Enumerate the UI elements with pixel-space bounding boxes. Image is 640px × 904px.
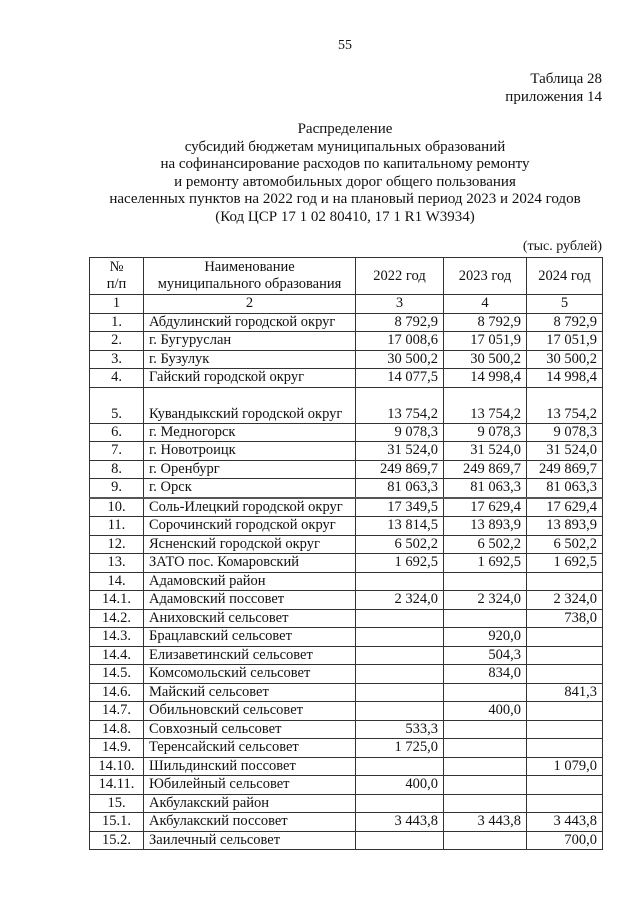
document-title (80, 121, 610, 227)
table-row (90, 517, 603, 536)
value-2024: 1 692,5 (527, 554, 603, 573)
title-line: субсидий бюджетам муниципальных образований (184, 138, 506, 155)
header-2022: 2022 год (356, 258, 444, 295)
column-number: 5 (527, 295, 603, 314)
value-2022: 31 524,0 (356, 442, 444, 461)
row-name: Соль-Илецкий городской округ (144, 498, 356, 517)
value-2023: 834,0 (444, 665, 527, 684)
value-2022: 13 814,5 (356, 517, 444, 536)
row-name: Акбулакский поссовет (144, 813, 356, 832)
header-name: Наименование муниципального образования (144, 258, 356, 295)
table-header-row (90, 258, 603, 295)
value-2022: 13 754,2 (356, 387, 444, 423)
value-2022 (356, 646, 444, 665)
column-number: 1 (90, 295, 144, 314)
value-2024: 6 502,2 (527, 535, 603, 554)
table-row (90, 683, 603, 702)
header-2023: 2023 год (444, 258, 527, 295)
value-2024: 738,0 (527, 609, 603, 628)
value-2022: 17 349,5 (356, 498, 444, 517)
value-2022 (356, 665, 444, 684)
value-2024: 3 443,8 (527, 813, 603, 832)
row-number: 14.5. (90, 665, 144, 684)
value-2022 (356, 794, 444, 813)
row-name: Аниховский сельсовет (144, 609, 356, 628)
value-2024 (527, 628, 603, 647)
value-2023 (444, 572, 527, 591)
value-2023: 920,0 (444, 628, 527, 647)
row-number: 14.9. (90, 739, 144, 758)
column-number: 4 (444, 295, 527, 314)
table-row (90, 442, 603, 461)
value-2024: 9 078,3 (527, 423, 603, 442)
value-2023: 13 893,9 (444, 517, 527, 536)
row-number: 14.6. (90, 683, 144, 702)
value-2023: 81 063,3 (444, 479, 527, 498)
row-name: Ясненский городской округ (144, 535, 356, 554)
row-name: г. Бугуруслан (144, 332, 356, 351)
value-2024 (527, 794, 603, 813)
value-2023: 14 998,4 (444, 369, 527, 388)
row-name: Майский сельсовет (144, 683, 356, 702)
row-name: г. Бузулук (144, 350, 356, 369)
value-2022: 249 869,7 (356, 460, 444, 479)
value-2024 (527, 665, 603, 684)
table-row (90, 479, 603, 498)
value-2024: 841,3 (527, 683, 603, 702)
value-2022: 14 077,5 (356, 369, 444, 388)
table-row (90, 794, 603, 813)
table-row (90, 572, 603, 591)
value-2023 (444, 776, 527, 795)
value-2022 (356, 683, 444, 702)
table-row (90, 665, 603, 684)
row-number: 14.8. (90, 720, 144, 739)
units-label: (тыс. рублей) (522, 239, 602, 254)
value-2022 (356, 572, 444, 591)
table-row (90, 776, 603, 795)
value-2022: 9 078,3 (356, 423, 444, 442)
page-number: 55 (338, 38, 352, 53)
row-name: г. Оренбург (144, 460, 356, 479)
row-number: 14.3. (90, 628, 144, 647)
value-2022 (356, 628, 444, 647)
value-2024 (527, 776, 603, 795)
row-name: Совхозный сельсовет (144, 720, 356, 739)
header-2024: 2024 год (527, 258, 603, 295)
value-2024: 30 500,2 (527, 350, 603, 369)
value-2022: 1 692,5 (356, 554, 444, 573)
value-2023: 13 754,2 (444, 387, 527, 423)
value-2022: 2 324,0 (356, 591, 444, 610)
row-number: 14.4. (90, 646, 144, 665)
row-name: Брацлавский сельсовет (144, 628, 356, 647)
table-row (90, 702, 603, 721)
value-2022 (356, 757, 444, 776)
row-name: г. Орск (144, 479, 356, 498)
value-2023: 504,3 (444, 646, 527, 665)
table-label-line: приложения 14 (505, 89, 602, 105)
value-2022: 81 063,3 (356, 479, 444, 498)
title-line: (Код ЦСР 17 1 02 80410, 17 1 R1 W3934) (215, 208, 475, 225)
value-2023: 30 500,2 (444, 350, 527, 369)
value-2023 (444, 609, 527, 628)
value-2024: 1 079,0 (527, 757, 603, 776)
row-number: 3. (90, 350, 144, 369)
row-number: 14.11. (90, 776, 144, 795)
value-2023 (444, 831, 527, 850)
row-name: Теренсайский сельсовет (144, 739, 356, 758)
value-2022: 3 443,8 (356, 813, 444, 832)
value-2024 (527, 702, 603, 721)
value-2024: 13 893,9 (527, 517, 603, 536)
value-2023 (444, 757, 527, 776)
row-number: 14.2. (90, 609, 144, 628)
title-line: и ремонту автомобильных дорог общего пользования (174, 173, 516, 190)
value-2023 (444, 720, 527, 739)
table-row (90, 720, 603, 739)
row-name: Обильновский сельсовет (144, 702, 356, 721)
row-number: 14.7. (90, 702, 144, 721)
value-2022: 6 502,2 (356, 535, 444, 554)
value-2022: 1 725,0 (356, 739, 444, 758)
subsidy-table (89, 257, 603, 850)
row-number: 12. (90, 535, 144, 554)
table-row (90, 332, 603, 351)
row-number: 11. (90, 517, 144, 536)
table-row (90, 739, 603, 758)
row-name: Адамовский поссовет (144, 591, 356, 610)
row-name: г. Новотроицк (144, 442, 356, 461)
column-number-row (90, 295, 603, 314)
value-2024: 17 629,4 (527, 498, 603, 517)
row-name: Гайский городской округ (144, 369, 356, 388)
row-name: Сорочинский городской округ (144, 517, 356, 536)
row-number: 9. (90, 479, 144, 498)
value-2024: 14 998,4 (527, 369, 603, 388)
table-row (90, 591, 603, 610)
table-row (90, 813, 603, 832)
value-2022: 8 792,9 (356, 313, 444, 332)
row-name: Комсомольский сельсовет (144, 665, 356, 684)
value-2024: 17 051,9 (527, 332, 603, 351)
value-2022 (356, 609, 444, 628)
value-2023: 31 524,0 (444, 442, 527, 461)
value-2023: 3 443,8 (444, 813, 527, 832)
row-name: Юбилейный сельсовет (144, 776, 356, 795)
value-2023: 17 051,9 (444, 332, 527, 351)
value-2024 (527, 739, 603, 758)
value-2024: 81 063,3 (527, 479, 603, 498)
value-2023: 8 792,9 (444, 313, 527, 332)
row-number: 10. (90, 498, 144, 517)
row-name: Акбулакский район (144, 794, 356, 813)
row-number: 8. (90, 460, 144, 479)
row-name: Абдулинский городской округ (144, 313, 356, 332)
row-number: 14.10. (90, 757, 144, 776)
value-2023: 249 869,7 (444, 460, 527, 479)
value-2024: 249 869,7 (527, 460, 603, 479)
value-2022 (356, 702, 444, 721)
value-2022: 17 008,6 (356, 332, 444, 351)
row-name: г. Медногорск (144, 423, 356, 442)
value-2023 (444, 739, 527, 758)
value-2024: 8 792,9 (527, 313, 603, 332)
table-row (90, 554, 603, 573)
table-row (90, 757, 603, 776)
row-name: Шильдинский поссовет (144, 757, 356, 776)
value-2023: 6 502,2 (444, 535, 527, 554)
table-row (90, 313, 603, 332)
table-row (90, 535, 603, 554)
value-2024 (527, 646, 603, 665)
value-2023: 17 629,4 (444, 498, 527, 517)
table-row (90, 369, 603, 388)
value-2023: 1 692,5 (444, 554, 527, 573)
row-number: 2. (90, 332, 144, 351)
value-2022: 533,3 (356, 720, 444, 739)
row-name: Кувандыкский городской округ (144, 387, 356, 423)
row-number: 1. (90, 313, 144, 332)
value-2023 (444, 683, 527, 702)
table-row (90, 387, 603, 423)
row-name: Заилечный сельсовет (144, 831, 356, 850)
table-row (90, 350, 603, 369)
value-2023: 400,0 (444, 702, 527, 721)
row-number: 13. (90, 554, 144, 573)
value-2022: 400,0 (356, 776, 444, 795)
table-row (90, 460, 603, 479)
value-2023: 2 324,0 (444, 591, 527, 610)
row-number: 14.1. (90, 591, 144, 610)
row-number: 15.1. (90, 813, 144, 832)
value-2023 (444, 794, 527, 813)
row-name: Адамовский район (144, 572, 356, 591)
row-number: 6. (90, 423, 144, 442)
row-number: 7. (90, 442, 144, 461)
value-2022 (356, 831, 444, 850)
column-number: 3 (356, 295, 444, 314)
row-name: ЗАТО пос. Комаровский (144, 554, 356, 573)
value-2024: 700,0 (527, 831, 603, 850)
header-num: № п/п (90, 258, 144, 295)
value-2022: 30 500,2 (356, 350, 444, 369)
value-2024: 2 324,0 (527, 591, 603, 610)
table-row (90, 609, 603, 628)
table-row (90, 831, 603, 850)
table-row (90, 628, 603, 647)
value-2024: 31 524,0 (527, 442, 603, 461)
column-number: 2 (144, 295, 356, 314)
title-line: на софинансирование расходов по капитальному ремонту (160, 156, 530, 173)
row-number: 15. (90, 794, 144, 813)
row-number: 5. (90, 387, 144, 423)
value-2024 (527, 572, 603, 591)
row-number: 14. (90, 572, 144, 591)
row-name: Елизаветинский сельсовет (144, 646, 356, 665)
table-label-line: Таблица 28 (530, 71, 602, 87)
value-2023: 9 078,3 (444, 423, 527, 442)
value-2024 (527, 720, 603, 739)
table-label (505, 70, 602, 106)
table-row (90, 646, 603, 665)
row-number: 4. (90, 369, 144, 388)
table-row (90, 423, 603, 442)
row-number: 15.2. (90, 831, 144, 850)
table-row (90, 498, 603, 517)
title-line: населенных пунктов на 2022 год и на плановый период 2023 и 2024 годов (109, 191, 581, 208)
value-2024: 13 754,2 (527, 387, 603, 423)
title-line: Распределение (297, 121, 393, 137)
